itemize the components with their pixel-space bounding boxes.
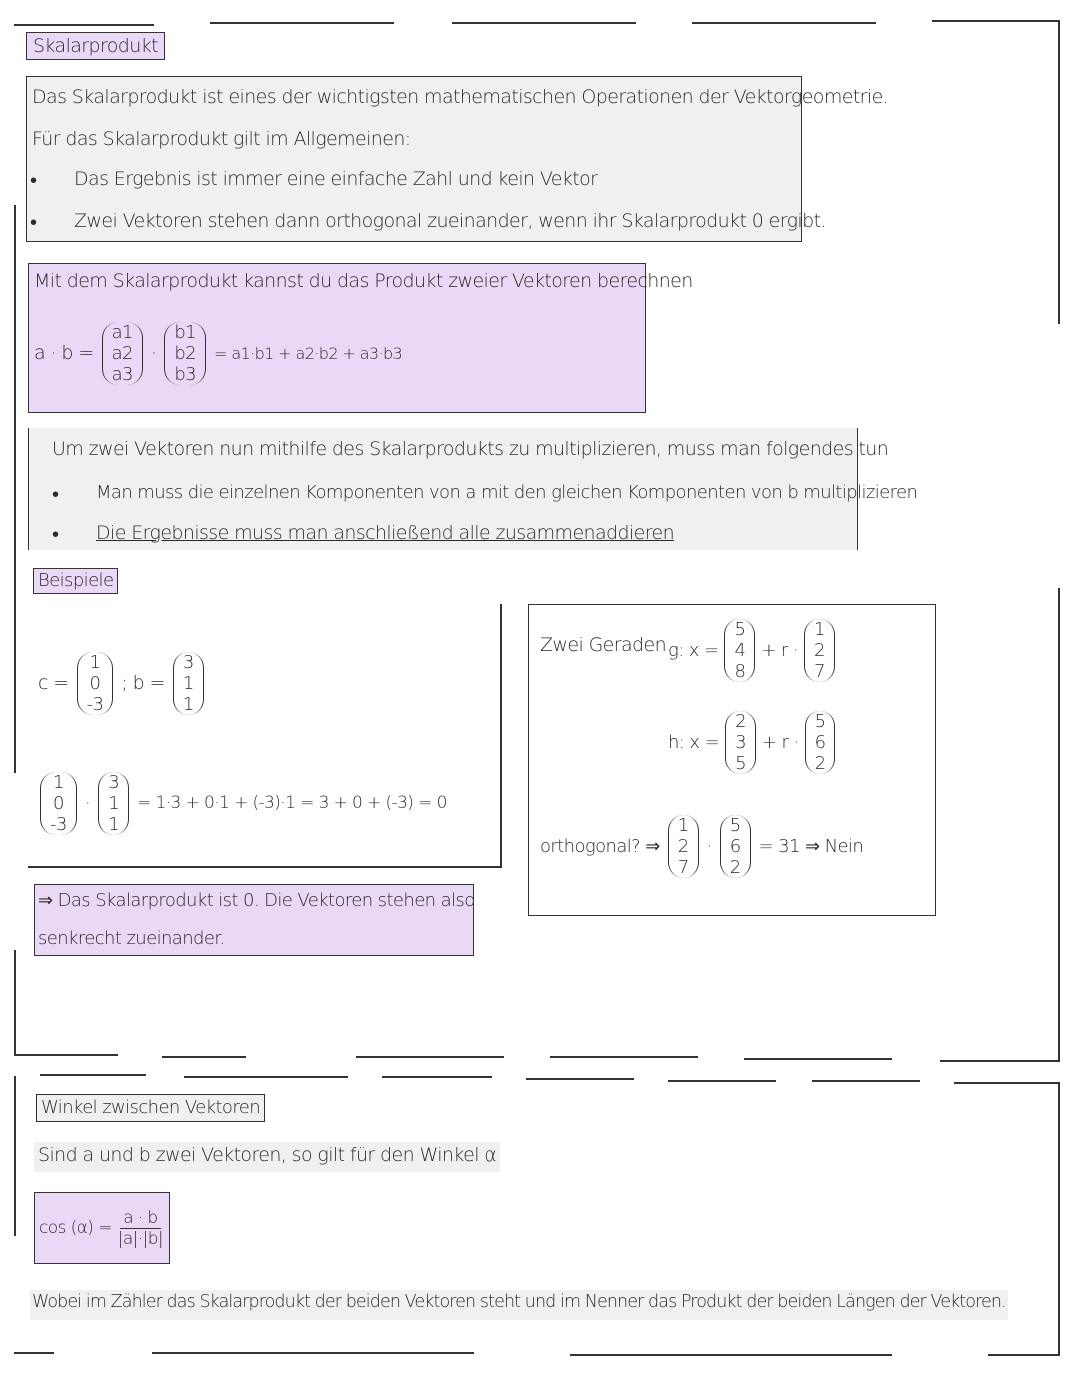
vector-b-example: 3 1 1 xyxy=(173,652,204,715)
frame-left-upper xyxy=(14,205,16,773)
h-param: + r · xyxy=(761,731,799,753)
cos-lhs: cos (α) = xyxy=(39,1218,112,1238)
example2-intro: Zwei Geraden xyxy=(540,634,667,656)
frame-top-seg-4 xyxy=(692,22,876,24)
h-direction-vector: 5 6 2 xyxy=(805,711,836,774)
frame-left-bottom xyxy=(14,1076,16,1236)
intro-bullet-2: Zwei Vektoren stehen dann orthogonal zueinander, wenn ihr Skalarprodukt 0 ergibt. xyxy=(74,210,826,232)
frame-bottom-seg-4 xyxy=(988,1354,1060,1356)
intro-bullet-1: Das Ergebnis ist immer eine einfache Zahl und kein Vektor xyxy=(74,168,598,190)
line-h xyxy=(668,696,835,788)
frame-left-lower xyxy=(14,950,16,1054)
example1-result: = 1·3 + 0·1 + (-3)·1 = 3 + 0 + (-3) = 0 xyxy=(137,793,447,813)
line-g xyxy=(668,604,835,696)
frame-right-lower xyxy=(1058,1082,1060,1354)
formula-lhs: a · b = xyxy=(34,342,94,364)
winkel-explanation: Wobei im Zähler das Skalarprodukt der beiden Vektoren steht und im Nenner das Produkt der beiden Längen der Vektoren. xyxy=(30,1290,1008,1320)
frame-top-seg-3 xyxy=(452,22,636,24)
frame-mid-seg-4 xyxy=(550,1056,698,1058)
formula-row: a · b = a1 a2 a3 · b1 b2 b3 = a1·b1 + a2·b2 + a3·b3 xyxy=(34,321,403,385)
frame-bottom-seg-1 xyxy=(14,1352,54,1354)
examples-title: Beispiele xyxy=(33,568,118,594)
g-direction-vector: 1 2 7 xyxy=(804,619,835,682)
bullet-dot: • xyxy=(30,210,38,234)
orthogonal-result: = 31 ⇒ Nein xyxy=(758,835,864,857)
vector-a: a1 a2 a3 xyxy=(102,322,143,385)
vector-c-calc: 1 0 -3 xyxy=(40,772,77,835)
cos-numerator: a · b xyxy=(120,1208,160,1229)
frame-mid2-seg-1 xyxy=(40,1074,146,1076)
h-support-vector: 2 3 5 xyxy=(725,711,756,774)
frame-mid-seg-2 xyxy=(162,1056,246,1058)
frame-bottom-seg-2 xyxy=(152,1352,474,1354)
cos-denominator: |a|·|b| xyxy=(117,1228,164,1249)
frame-mid2-seg-7 xyxy=(954,1082,1058,1084)
formula-rhs: = a1·b1 + a2·b2 + a3·b3 xyxy=(214,343,403,363)
frame-mid2-seg-2 xyxy=(184,1076,348,1078)
example1-definition xyxy=(38,636,204,730)
frame-top-seg-5 xyxy=(932,20,1060,22)
frame-mid2-seg-3 xyxy=(382,1076,492,1078)
cos-formula-box xyxy=(34,1192,170,1264)
h-label: h: x = xyxy=(668,731,720,753)
frame-mid-seg-3 xyxy=(356,1056,504,1058)
example1-conclusion-line-1: ⇒ Das Skalarprodukt ist 0. Die Vektoren stehen also xyxy=(38,890,475,911)
g-param: + r · xyxy=(761,639,798,661)
g-label: g: x = xyxy=(668,639,719,661)
section-title-winkel: Winkel zwischen Vektoren xyxy=(36,1094,265,1122)
howto-line: Um zwei Vektoren nun mithilfe des Skalarprodukts zu multiplizieren, muss man folgendes tun xyxy=(52,438,889,460)
g-support-vector: 5 4 8 xyxy=(724,619,755,682)
formula-caption: Mit dem Skalarprodukt kannst du das Produkt zweier Vektoren berechnen xyxy=(34,270,693,292)
orthogonal-question: orthogonal? ⇒ xyxy=(540,835,660,857)
example1-border-right xyxy=(500,604,502,868)
vector-b-calc: 3 1 1 xyxy=(98,772,129,835)
bullet-dot: • xyxy=(30,168,38,192)
orthogonal-check: orthogonal? ⇒ 1 2 7 · 5 6 2 = 31 ⇒ Nein xyxy=(540,814,864,878)
vector-b: b1 b2 b3 xyxy=(164,322,206,385)
howto-bullet-1: Man muss die einzelnen Komponenten von a mit den gleichen Komponenten von b multiplizieren xyxy=(96,482,918,503)
frame-top-seg-1 xyxy=(14,24,154,26)
winkel-intro: Sind a und b zwei Vektoren, so gilt für den Winkel α xyxy=(34,1142,500,1172)
intro-line-2: Für das Skalarprodukt gilt im Allgemeinen: xyxy=(32,128,411,150)
frame-mid-seg-1 xyxy=(14,1054,118,1056)
bullet-dot: • xyxy=(52,522,60,546)
frame-mid2-seg-6 xyxy=(812,1080,920,1082)
howto-bullet-2: Die Ergebnisse muss man anschließend alle zusammenaddieren xyxy=(96,522,675,544)
bullet-dot: • xyxy=(52,482,60,506)
intro-line-1: Das Skalarprodukt ist eines der wichtigsten mathematischen Operationen der Vektorgeometrie. xyxy=(32,86,889,108)
vector-c: 1 0 -3 xyxy=(77,652,114,715)
example1-calculation: 1 0 -3 · 3 1 1 = 1·3 + 0·1 + (-3)·1 = 3 + 0 + (-3) = 0 xyxy=(40,756,447,850)
frame-bottom-seg-3 xyxy=(570,1354,892,1356)
frame-mid-seg-5 xyxy=(744,1058,892,1060)
frame-right-mid xyxy=(1058,588,1060,1062)
frame-right-upper xyxy=(1058,20,1060,324)
example1-conclusion-line-2: senkrecht zueinander. xyxy=(38,928,225,949)
frame-mid-seg-6 xyxy=(940,1060,1060,1062)
check-vector-2: 5 6 2 xyxy=(720,815,751,878)
c-label: c = xyxy=(38,672,69,694)
cos-fraction xyxy=(118,1208,163,1249)
example1-border-bottom xyxy=(28,866,502,868)
check-vector-1: 1 2 7 xyxy=(668,815,699,878)
frame-top-seg-2 xyxy=(210,22,394,24)
frame-mid2-seg-5 xyxy=(668,1080,776,1082)
section-title-skalarprodukt: Skalarprodukt xyxy=(26,32,165,60)
frame-mid2-seg-4 xyxy=(526,1078,634,1080)
b-label: ; b = xyxy=(121,672,165,694)
